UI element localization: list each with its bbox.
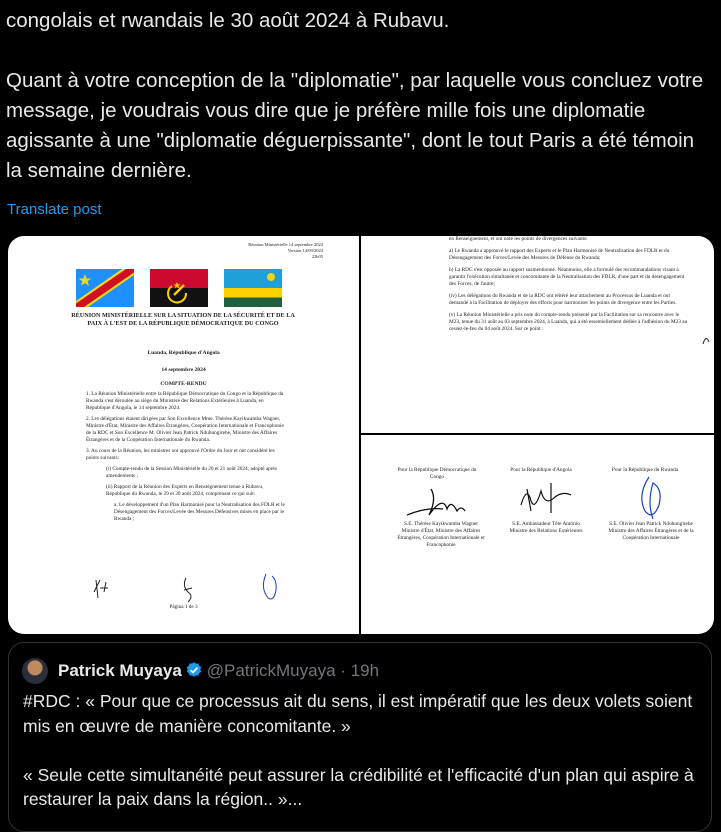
doc-para-3: 3. Au cours de la Réunion, les ministres ont approuvé l'Ordre du Jour et ont considéré les points suivants: <box>86 448 275 461</box>
doc-header: Réunion Ministérielle 14 septembre 2024 Version 14/09/2024 22h05 <box>248 242 323 259</box>
post-text: congolais et rwandais le 30 août 2024 à Rubavu. Quant à votre conception de la "diplomatie", par laquelle vous concluez votre message, je voudrais vous dire que je préfère mille fois une diplomatie agissante à une "diplomatie déguerpissante", dont le tout Paris a été témoin la semaine dernière. <box>6 9 704 182</box>
doc-date: 14 septembre 2024 <box>161 367 206 373</box>
sig-heading-rwanda: Pour la République du Rwanda <box>611 467 679 473</box>
document-page-1-image[interactable] <box>8 236 359 634</box>
doc2-point-b: b) La RDC s'est opposée au rapport susmentionné. Néanmoins, elle a formulé des recommandations visant à garantir l'exécution simultanée et concomitante de la Neutralisation des FDLR, d'une part et du désengagement des Forces, de l'autre; <box>449 267 685 287</box>
quoted-post-header <box>58 660 379 685</box>
doc-body <box>86 391 288 527</box>
sig-heading-drc: Pour la République Démocratique du Congo <box>397 467 477 480</box>
sig-name-drc: S.E. Thérèse Kayikwamba Wagner Ministre d'État, Ministre des Affaires Étrangères, Coopération Internationale et Francophonie <box>397 521 485 548</box>
doc-page-number: Página 1 de 3 <box>169 604 198 610</box>
margin-initials <box>701 332 711 346</box>
angola-flag-icon <box>150 269 208 307</box>
doc2-point-a: a) Le Rwanda a approuvé le rapport des Experts et le Plan Harmonisé de Neutralisation des FDLR et du Désengagement des Forces/Levée des Mesures de Défense du Rwanda; <box>449 248 670 261</box>
quoted-post-text: #RDC : « Pour que ce processus ait du sens, il est impératif que les deux volets soient mis en œuvre de manière concomitante. » « Seule cette simultanéité peut assurer la crédibilité et l'efficacité d'un plan qui aspire à restaurer la paix dans la région.. »... <box>23 691 694 809</box>
media-grid[interactable] <box>8 236 714 634</box>
document-page-3-image[interactable] <box>361 435 714 634</box>
author-name[interactable]: Patrick Muyaya <box>58 661 182 680</box>
author-handle[interactable]: @PatrickMuyaya <box>206 661 336 680</box>
doc-section: COMPTE-RENDU <box>160 381 207 387</box>
post-time[interactable]: 19h <box>350 661 380 680</box>
quoted-post-card[interactable] <box>8 642 712 832</box>
doc-item-1: (i) Compte-rendu de la Session Ministérielle du 20 et 21 août 2024, adopté après amendements ; <box>106 466 277 479</box>
initials-signatures <box>88 570 308 604</box>
signatory-names <box>391 521 701 549</box>
avatar[interactable] <box>22 658 48 684</box>
doc2-point-iv: (iv) Les délégations du Rwanda et de la RDC ont réitéré leur attachement au Processus de Luanda et ont demandé à la Facilitation de déployer des efforts pour harmoniser les points de divergence entre les Parties. <box>449 293 677 306</box>
sig-name-angola: S.E. Ambassadeur Tête António Ministre des Relations Extérieures <box>509 521 583 534</box>
doc2-lead: en Renseignement, et ont noté les points de divergences suivants: <box>449 236 588 242</box>
doc-item-2: (ii) Rapport de la Réunion des Experts en Renseignement tenue à Rubavu, République du Rwanda, le 29 et 30 août 2024, comprenant ce qui suit: <box>106 484 264 497</box>
doc-para-2: 2. Les délégations étaient dirigées par Son Excellence Mme. Thérèse Kayikwamba Wagner, Ministre d'État, Ministre des Affaires Étrangères, Coopération Internationale et Francophonie de la RDC et Son Excellence M. Olivier Jean Patrick Nduhungirehe, Ministre des Affaires Étrangères et de la Coopération Internationale du Rwanda. <box>86 416 284 443</box>
doc-location: Luanda, République d'Angola <box>147 350 220 356</box>
sig-name-rwanda: S.E. Olivier Jean Patrick Nduhungirehe Ministre des Affaires Étrangères et de la Coopération Internationale <box>608 521 694 541</box>
doc2-body <box>449 236 689 338</box>
doc2-point-v: (v) La Réunion Ministérielle a pris note du compte-rendu présenté par la Facilitation sur sa rencontre avec le M23, tenue du 31 août au 03 septembre 2024, à Luanda, qui a été essentiellement dédiée à l'adhésion du M23 au cessez-le-feu du 04 août 2024. Sur ce point : <box>449 312 688 332</box>
rwanda-flag-icon <box>224 269 282 307</box>
verified-badge-icon <box>185 661 203 685</box>
separator-dot: · <box>340 661 346 680</box>
sig-heading-angola: Pour la République d'Angola <box>510 467 572 473</box>
doc-item-3: a. Le développement d'un Plan Harmonisé pour la Neutralisation des FDLR et le Désengagement des Forces/Levée des Mesures Défensives mises en place par le Rwanda ; <box>114 502 285 522</box>
signatures-image <box>401 475 691 525</box>
drc-flag-icon <box>76 269 134 307</box>
translate-post-link[interactable]: Translate post <box>7 201 102 218</box>
document-page-2-image[interactable] <box>361 236 714 433</box>
doc-para-1: 1. La Réunion Ministérielle entre la République Démocratique du Congo et la République du Rwanda s'est déroulée au siège du Ministère des Relations Extérieures à Luanda, en République d'Angola, le 14 septembre 2024. <box>86 391 284 411</box>
doc-title: RÉUNION MINISTÉRIELLE SUR LA SITUATION DE LA SÉCURITÉ ET DE LA PAIX À L'EST DE LA RÉPUBLIQUE DÉMOCRATIQUE DU CONGO <box>71 312 295 327</box>
